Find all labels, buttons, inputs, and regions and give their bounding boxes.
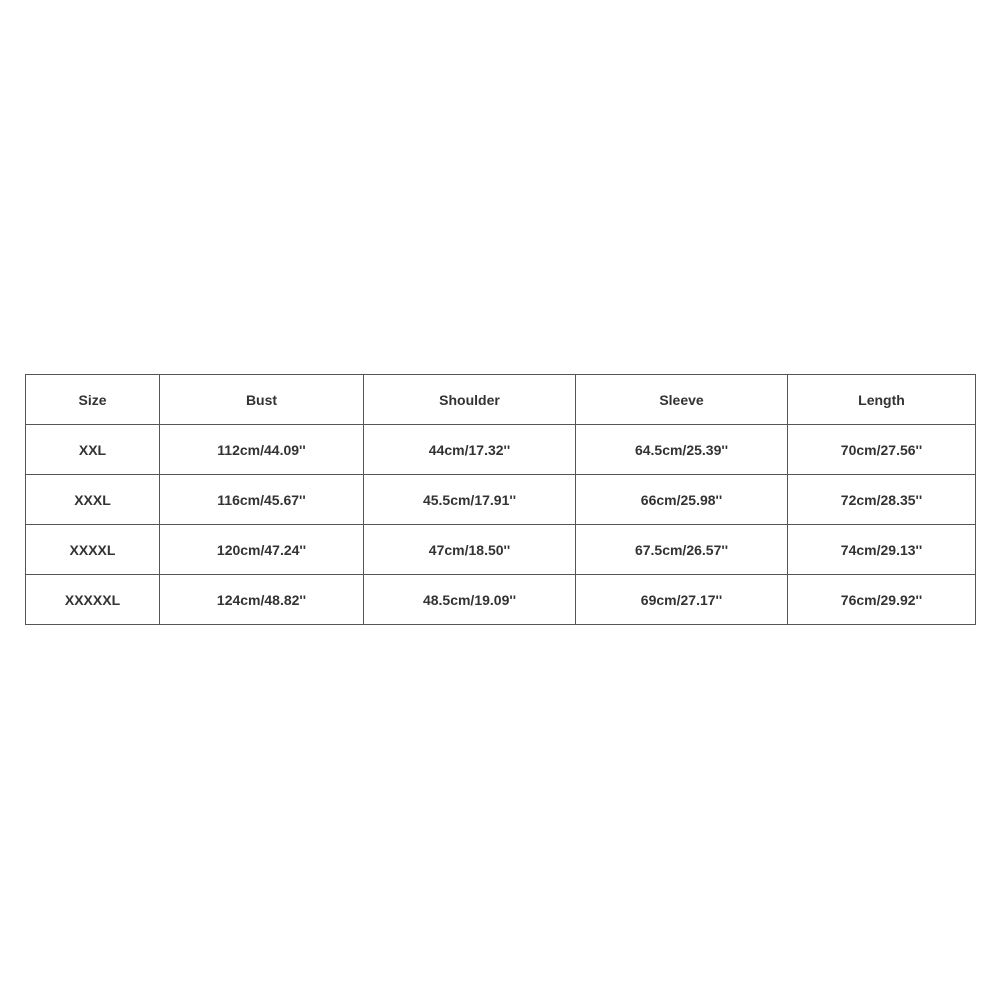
- cell-shoulder: 45.5cm/17.91'': [364, 475, 576, 525]
- header-bust: Bust: [160, 375, 364, 425]
- table-row: [26, 475, 976, 525]
- cell-length: 72cm/28.35'': [788, 475, 976, 525]
- cell-length: 76cm/29.92'': [788, 575, 976, 625]
- cell-size: XXXXXL: [26, 575, 160, 625]
- cell-bust: 116cm/45.67'': [160, 475, 364, 525]
- cell-sleeve: 67.5cm/26.57'': [576, 525, 788, 575]
- cell-bust: 120cm/47.24'': [160, 525, 364, 575]
- table-row: [26, 575, 976, 625]
- table-row: [26, 525, 976, 575]
- table-row: [26, 425, 976, 475]
- header-row: [26, 375, 976, 425]
- header-shoulder: Shoulder: [364, 375, 576, 425]
- cell-length: 74cm/29.13'': [788, 525, 976, 575]
- cell-size: XXXXL: [26, 525, 160, 575]
- cell-shoulder: 48.5cm/19.09'': [364, 575, 576, 625]
- header-length: Length: [788, 375, 976, 425]
- cell-sleeve: 66cm/25.98'': [576, 475, 788, 525]
- cell-bust: 112cm/44.09'': [160, 425, 364, 475]
- header-size: Size: [26, 375, 160, 425]
- cell-sleeve: 64.5cm/25.39'': [576, 425, 788, 475]
- cell-shoulder: 44cm/17.32'': [364, 425, 576, 475]
- cell-size: XXL: [26, 425, 160, 475]
- size-chart-table: [25, 374, 976, 625]
- cell-length: 70cm/27.56'': [788, 425, 976, 475]
- header-sleeve: Sleeve: [576, 375, 788, 425]
- cell-size: XXXL: [26, 475, 160, 525]
- cell-shoulder: 47cm/18.50'': [364, 525, 576, 575]
- cell-bust: 124cm/48.82'': [160, 575, 364, 625]
- cell-sleeve: 69cm/27.17'': [576, 575, 788, 625]
